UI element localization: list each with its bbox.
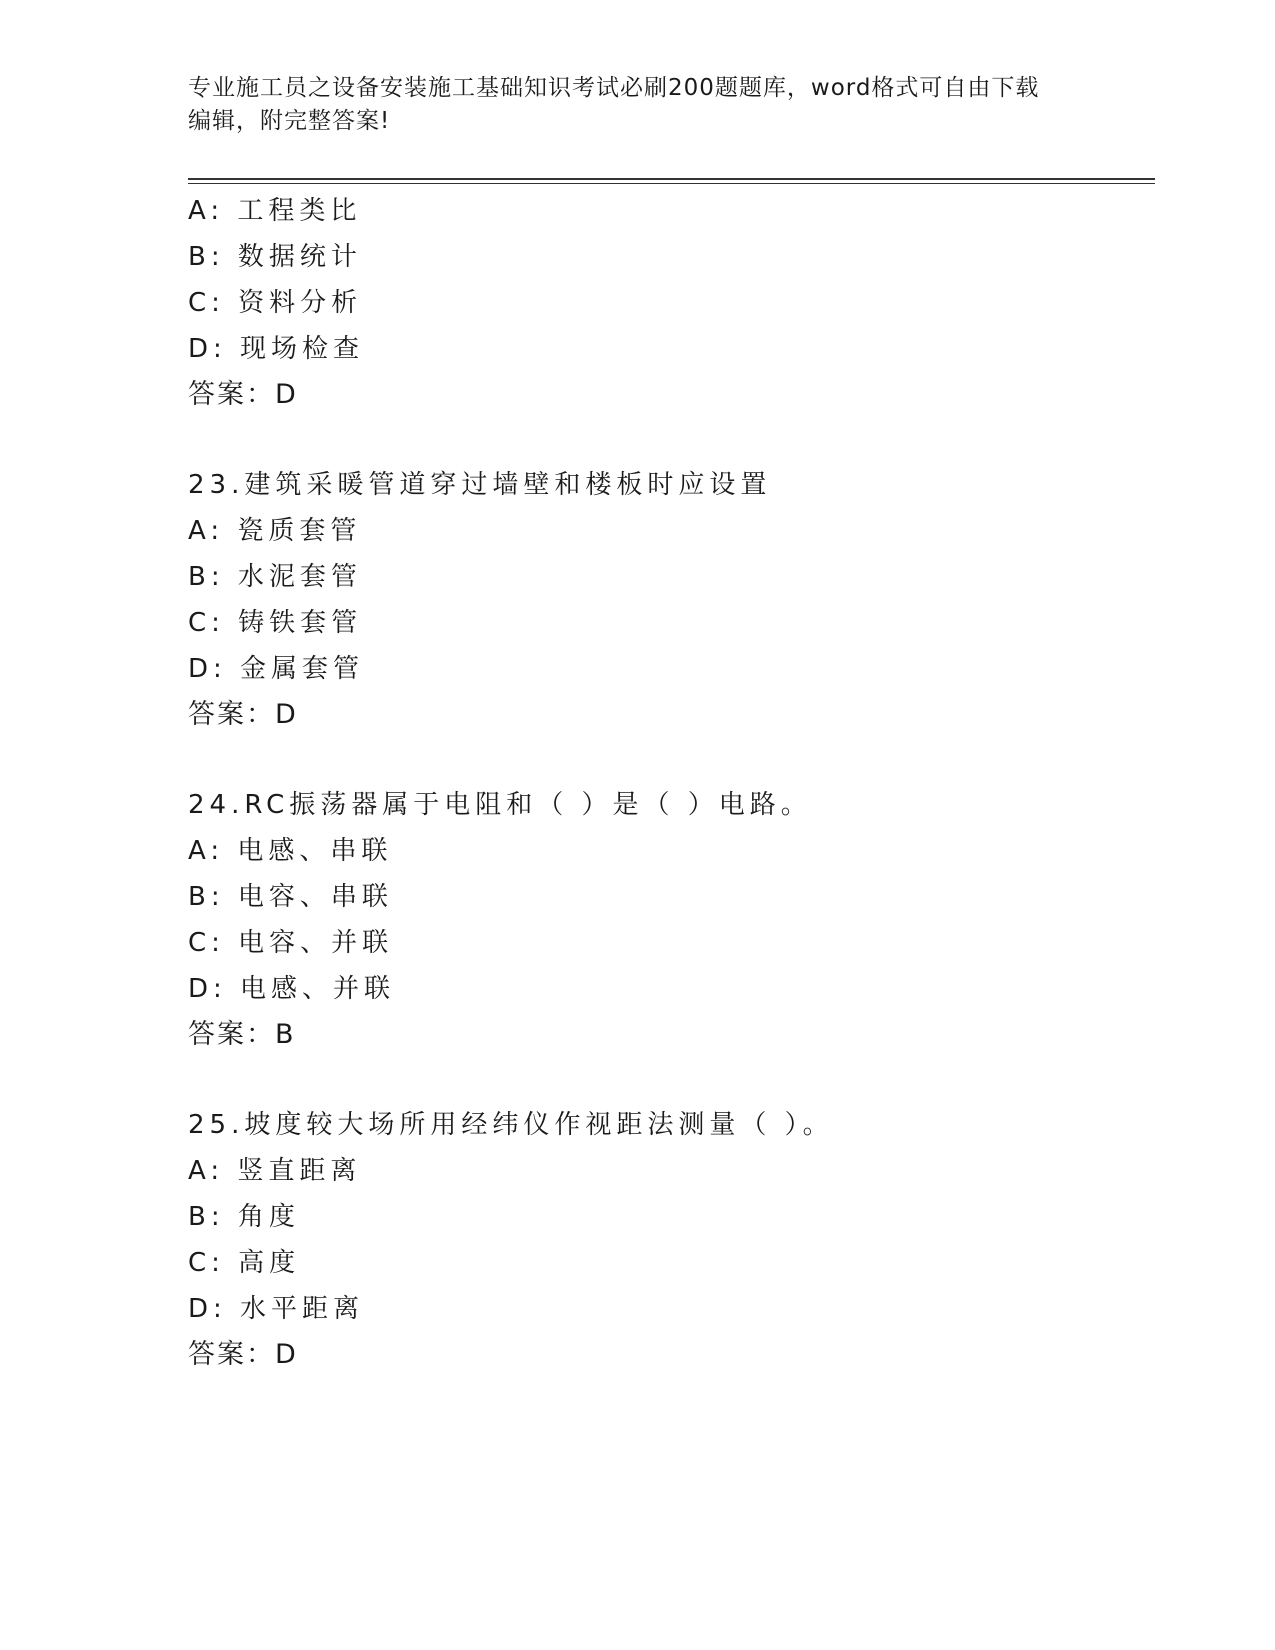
option-d: D: 现场检查 (188, 334, 365, 364)
option-c: C: 铸铁套管 (188, 608, 363, 638)
option-c: C: 高度 (188, 1248, 301, 1278)
option-c: C: 电容、并联 (188, 928, 394, 958)
question-title: 23.建筑采暖管道穿过墙壁和楼板时应设置 (188, 470, 772, 500)
option-b: B: 电容、串联 (188, 882, 393, 912)
option-a: A: 电感、串联 (188, 836, 393, 866)
answer-line: 答案：D (188, 379, 298, 410)
option-d: D: 金属套管 (188, 654, 365, 684)
option-c: C: 资料分析 (188, 288, 363, 318)
question-title: 25.坡度较大场所用经纬仪作视距法测量（ ）。 (188, 1110, 834, 1140)
answer-line: 答案：D (188, 699, 298, 730)
option-b: B: 水泥套管 (188, 562, 362, 592)
header-divider (188, 178, 1155, 184)
option-d: D: 水平距离 (188, 1294, 365, 1324)
question-list (188, 188, 1148, 1378)
option-d: D: 电感、并联 (188, 974, 396, 1004)
option-a: A: 工程类比 (188, 196, 362, 226)
answer-line: 答案：D (188, 1339, 298, 1370)
question-block-continued (188, 188, 1148, 418)
header-line-2: 编辑，附完整答案! (188, 108, 391, 134)
option-b: B: 角度 (188, 1202, 300, 1232)
question-block-24 (188, 782, 1148, 1058)
answer-line: 答案：B (188, 1019, 296, 1050)
document-header (188, 72, 1088, 138)
question-block-23 (188, 462, 1148, 738)
question-title: 24.RC振荡器属于电阻和（ ）是（ ）电路。 (188, 790, 812, 820)
question-block-25 (188, 1102, 1148, 1378)
option-a: A: 竖直距离 (188, 1156, 362, 1186)
option-a: A: 瓷质套管 (188, 516, 362, 546)
option-b: B: 数据统计 (188, 242, 362, 272)
header-line-1: 专业施工员之设备安装施工基础知识考试必刷200题题库，word格式可自由下载 (188, 75, 1040, 101)
